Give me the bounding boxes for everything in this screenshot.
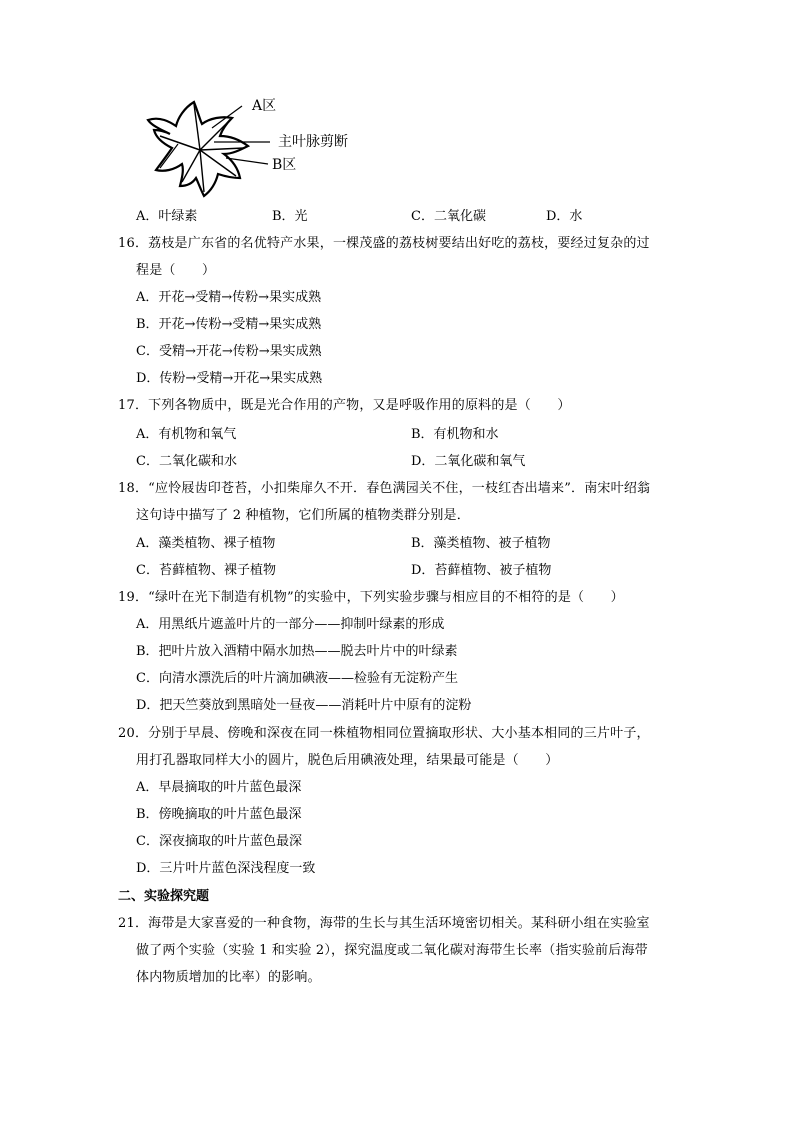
q16-stem-line1: 16．荔枝是广东省的名优特产水果，一棵茂盛的荔枝树要结出好吃的荔枝，要经过复杂的过 [118, 236, 650, 251]
q19-option-d: D．把天竺葵放到黑暗处一昼夜——消耗叶片中原有的淀粉 [136, 698, 472, 713]
q17-option-b: B．有机物和水 [411, 427, 499, 442]
q21-stem-line3: 体内物质增加的比率）的影响。 [136, 970, 321, 985]
q18-option-b: B．藻类植物、被子植物 [411, 536, 551, 551]
leaf-diagram [140, 92, 380, 202]
q19-stem: 19．“绿叶在光下制造有机物”的实验中，下列实验步骤与相应目的不相符的是（ ） [118, 590, 624, 605]
q18-option-c: C．苔藓植物、裸子植物 [136, 563, 276, 578]
q15-option-d: D．水 [546, 209, 583, 224]
q20-option-a: A．早晨摘取的叶片蓝色最深 [136, 780, 302, 795]
q17-option-c: C．二氧化碳和水 [136, 454, 237, 469]
q18-option-a: A．藻类植物、裸子植物 [136, 536, 276, 551]
q20-option-c: C．深夜摘取的叶片蓝色最深 [136, 834, 302, 849]
q20-stem-line1: 20．分别于早晨、傍晚和深夜在同一株植物相同位置摘取形状、大小基本相同的三片叶子， [118, 726, 650, 741]
label-main-vein-cut: 主叶脉剪断 [278, 134, 348, 150]
q20-option-b: B．傍晚摘取的叶片蓝色最深 [136, 807, 302, 822]
q19-option-b: B．把叶片放入酒精中隔水加热——脱去叶片中的叶绿素 [136, 644, 458, 659]
q18-option-d: D．苔藓植物、被子植物 [411, 563, 552, 578]
q16-option-d: D．传粉→受精→开花→果实成熟 [136, 371, 323, 386]
q15-option-a: A．叶绿素 [136, 209, 198, 224]
q17-stem: 17．下列各物质中，既是光合作用的产物，又是呼吸作用的原料的是（ ） [118, 398, 571, 413]
q16-stem-line2: 程是（ ） [136, 263, 216, 278]
q16-option-a: A．开花→受精→传粉→果实成熟 [136, 290, 322, 305]
q16-option-c: C．受精→开花→传粉→果实成熟 [136, 344, 322, 359]
label-area-b: B区 [272, 157, 297, 173]
q19-option-c: C．向清水漂洗后的叶片滴加碘液——检验有无淀粉产生 [136, 671, 458, 686]
label-area-a: A区 [252, 98, 277, 114]
q15-option-b: B．光 [272, 209, 308, 224]
q21-stem-line2: 做了两个实验（实验 1 和实验 2），探究温度或二氧化碳对海带生长率（指实验前后海带 [136, 943, 648, 958]
q20-stem-line2: 用打孔器取同样大小的圆片，脱色后用碘液处理，结果最可能是（ ） [136, 753, 559, 768]
q16-option-b: B．开花→传粉→受精→果实成熟 [136, 317, 322, 332]
q18-stem-line1: 18．“应怜屐齿印苍苔，小扣柴扉久不开．春色满园关不住，一枝红杏出墙来”．南宋叶绍翁 [118, 481, 651, 496]
q19-option-a: A．用黑纸片遮盖叶片的一部分——抑制叶绿素的形成 [136, 617, 445, 632]
q21-stem-line1: 21．海带是大家喜爱的一种食物，海带的生长与其生活环境密切相关。某科研小组在实验室 [118, 916, 650, 931]
q17-option-a: A．有机物和氧气 [136, 427, 237, 442]
q18-stem-line2: 这句诗中描写了 2 种植物，它们所属的植物类群分别是． [136, 508, 470, 523]
q20-option-d: D．三片叶片蓝色深浅程度一致 [136, 861, 316, 876]
q17-option-d: D．二氧化碳和氧气 [411, 454, 526, 469]
section-2-heading: 二、实验探究题 [118, 889, 210, 904]
q15-option-c: C．二氧化碳 [411, 209, 486, 224]
